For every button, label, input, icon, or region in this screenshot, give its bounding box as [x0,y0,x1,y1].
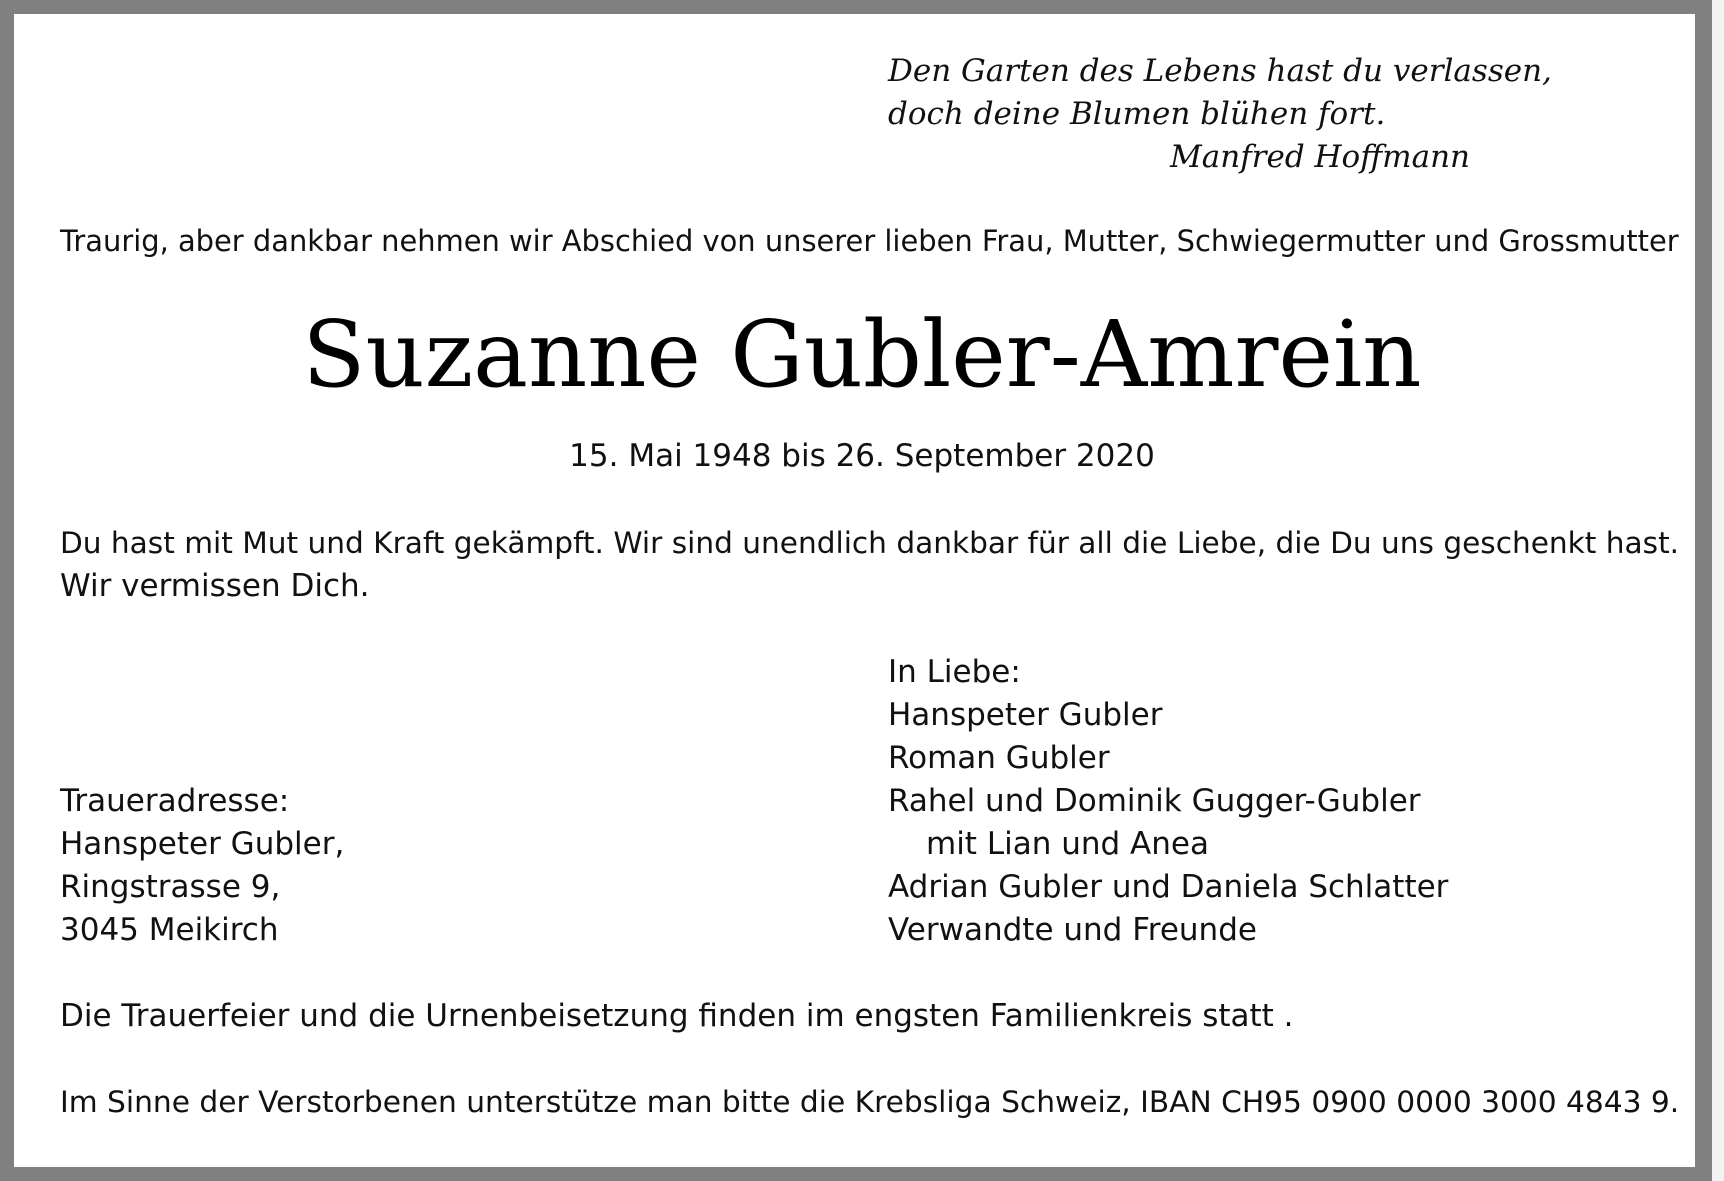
message-line-2: Wir vermissen Dich. [60,568,370,604]
mourner-name: Adrian Gubler und Daniela Schlatter [888,869,1449,905]
address-line: Hanspeter Gubler, [60,826,345,862]
deceased-name: Suzanne Gubler-Amrein [302,301,1422,408]
life-dates: 15. Mai 1948 bis 26. September 2020 [569,438,1155,474]
message-line-1: Du hast mit Mut und Kraft gekämpft. Wir sind unendlich dankbar für all die Liebe, die Du uns geschenkt hast. [60,526,1680,560]
mourners-heading: In Liebe: [888,654,1021,690]
ceremony-notice: Die Trauerfeier und die Urnenbeisetzung finden im engsten Familienkreis statt . [60,998,1294,1034]
intro-text: Traurig, aber dankbar nehmen wir Abschied von unserer lieben Frau, Mutter, Schwiegermutter und Grossmutter [60,224,1679,258]
mourner-name: mit Lian und Anea [926,826,1209,862]
mourner-name: Rahel und Dominik Gugger-Gubler [888,783,1421,819]
mourner-name: Verwandte und Freunde [888,912,1257,948]
address-line: 3045 Meikirch [60,912,279,948]
quote-line-1: Den Garten des Lebens hast du verlassen, [888,53,1552,89]
mourner-name: Hanspeter Gubler [888,697,1163,733]
quote-author: Manfred Hoffmann [1170,139,1470,175]
address-line: Ringstrasse 9, [60,869,281,905]
mourner-name: Roman Gubler [888,740,1110,776]
page-edge [1712,0,1724,1181]
address-heading: Traueradresse: [60,783,290,819]
quote-line-2: doch deine Blumen blühen fort. [888,96,1386,132]
donation-notice: Im Sinne der Verstorbenen unterstütze man bitte die Krebsliga Schweiz, IBAN CH95 0900 0000 3000 4843 9. [60,1084,1680,1119]
